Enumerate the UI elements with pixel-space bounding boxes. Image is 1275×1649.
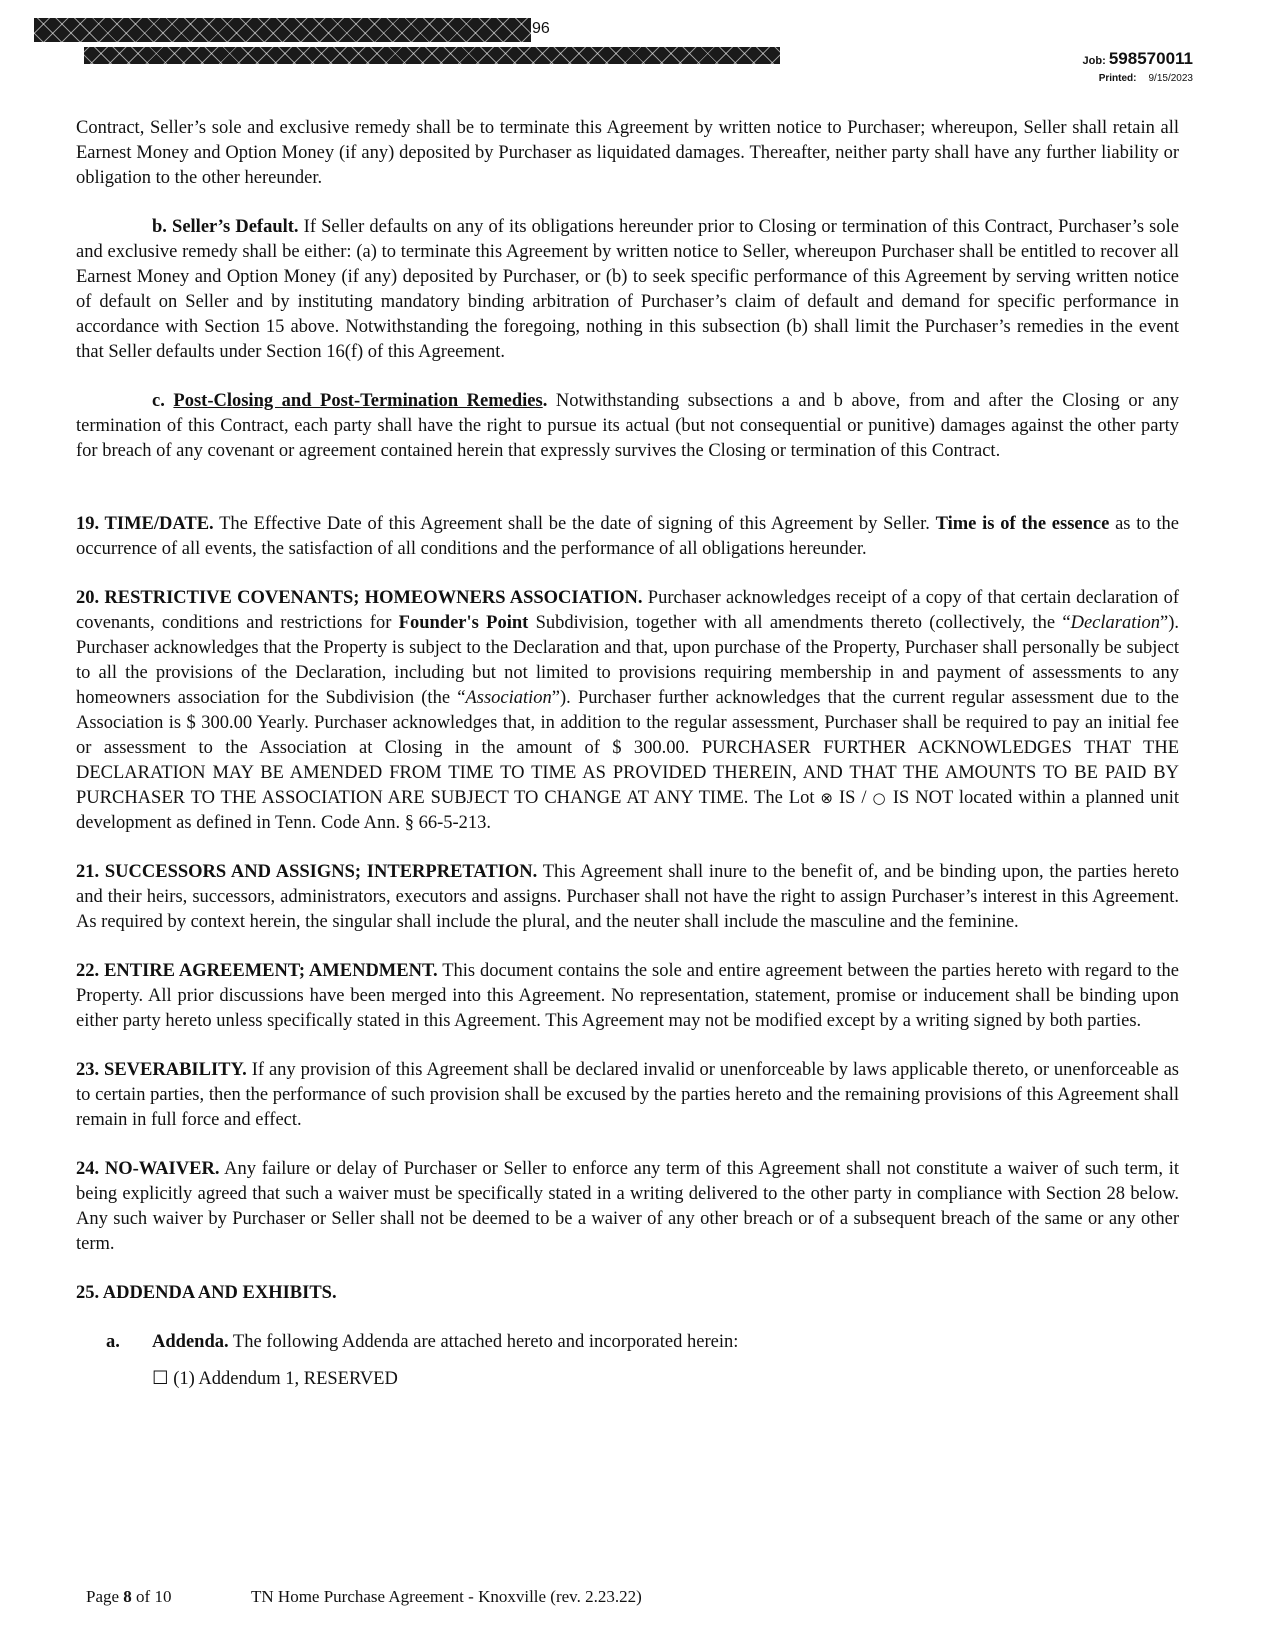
section-19-text: The Effective Date of this Agreement shall be the date of signing of this Agreement by Seller. (213, 514, 936, 534)
document-body (76, 116, 1179, 1392)
section-20-text-5: IS NOT located within a planned unit development as defined in Tenn. Code Ann. § 66-5-213. (76, 788, 1179, 833)
section-22 (76, 959, 1179, 1034)
job-label: Job: (1082, 55, 1106, 67)
section-18b (76, 215, 1179, 365)
section-25a (106, 1330, 1179, 1355)
section-21-text: This Agreement shall inure to the benefit of, and be binding upon, the parties hereto and their heirs, successors, administrators, executors and assigns. Purchaser shall not have the right to assign Purchaser’s interest in this Agreement. As required by context herein, the singular shall include the plural, and the neuter shall include the masculine and the feminine. (76, 862, 1179, 932)
is-selected-radio: ⊗ (820, 789, 833, 807)
section-23 (76, 1058, 1179, 1133)
section-18c-text: Notwithstanding subsections a and b above, from and after the Closing or any termination of this Contract, each party shall have the right to pursue its actual (but not consequential or punitive) damages against the other party for breach of any covenant or agreement contained herein that expressly survives the Closing or termination of this Contract. (76, 391, 1180, 461)
section-21 (76, 860, 1179, 935)
job-info (1083, 49, 1193, 84)
page-current: 8 (123, 1587, 132, 1606)
header-number: 96 (532, 20, 550, 37)
section-19-bold: Time is of the essence (935, 514, 1110, 534)
section-23-title: 23. SEVERABILITY. (76, 1060, 247, 1080)
section-22-title: 22. ENTIRE AGREEMENT; AMENDMENT. (76, 961, 438, 981)
section-24-text: Any failure or delay of Purchaser or Seller to enforce any term of this Agreement shall not constitute a waiver of such term, it being explicitly agreed that such a waiver must be specifically stated in a writing delivered to the other party in compliance with Section 28 below. Any such waiver by Purchaser or Seller shall not be deemed to be a waiver of any other breach or of a subsequent breach of the same or any other term. (76, 1159, 1179, 1254)
printed-label: Printed: (1098, 73, 1137, 84)
section-19-title: 19. TIME/DATE. (76, 514, 214, 534)
section-19 (76, 512, 1179, 562)
document-title: TN Home Purchase Agreement - Knoxville (rev. 2.23.22) (251, 1587, 642, 1606)
section-18b-title: b. Seller’s Default. (152, 217, 299, 237)
paragraph-continued: Contract, Seller’s sole and exclusive remedy shall be to terminate this Agreement by written notice to Purchaser; whereupon, Seller shall retain all Earnest Money and Option Money (if any) deposited by Purchaser as liquidated damages. Thereafter, neither party shall have any further liability or obligation to the other hereunder. (76, 118, 1179, 188)
section-18b-text: If Seller defaults on any of its obligations hereunder prior to Closing or termination of this Contract, Purchaser’s sole and exclusive remedy shall be either: (a) to terminate this Agreement by written notice to Seller, whereupon Purchaser shall be entitled to recover all Earnest Money and Option Money (if any) deposited by Purchaser, or (b) to seek specific performance of this Agreement by serving written notice of default on Seller and by instituting mandatory binding arbitration of Purchaser’s claim of default and demand for specific performance in accordance with Section 15 above. Notwithstanding the foregoing, nothing in this subsection (b) shall limit the Purchaser’s remedies in the event that Seller defaults under Section 16(f) of this Agreement. (76, 217, 1179, 362)
is-not-radio: ○ (872, 789, 887, 807)
addendum-1-checkbox[interactable]: ☐ (152, 1369, 169, 1389)
section-25a-title: Addenda. (152, 1332, 229, 1352)
section-25 (76, 1281, 1179, 1306)
section-24 (76, 1157, 1179, 1257)
addendum-1-label: (1) Addendum 1, RESERVED (168, 1369, 398, 1389)
section-25-title: 25. ADDENDA AND EXHIBITS. (76, 1283, 337, 1303)
printed-date: 9/15/2023 (1148, 73, 1193, 84)
page-label: Page (86, 1587, 124, 1606)
section-20-text-2: Subdivision, together with all amendments thereto (collectively, the “ (528, 613, 1071, 633)
section-21-title: 21. SUCCESSORS AND ASSIGNS; INTERPRETATION. (76, 862, 538, 882)
job-number: 598570011 (1108, 49, 1193, 68)
section-25a-letter: a. (106, 1332, 120, 1352)
page-footer (86, 1587, 642, 1607)
addendum-1-item (152, 1367, 1179, 1392)
section-20-is: IS / (833, 788, 873, 808)
section-18c (76, 389, 1179, 464)
section-20-text-4: ”). Purchaser further acknowledges that the current regular assessment due to the Association is $ 300.00 Yearly. Purchaser acknowledges that, in addition to the regular assessment, Purchaser shall be required to pay an initial fee or assessment to the Association at Closing in the amount of $ 300.00. PURCHASER FURTHER ACKNOWLEDGES THAT THE DECLARATION MAY BE AMENDED FROM TIME TO TIME AS PROVIDED THEREIN, AND THAT THE AMOUNTS TO BE PAID BY PURCHASER TO THE ASSOCIATION ARE SUBJECT TO CHANGE AT ANY TIME. The Lot (76, 688, 1179, 808)
section-18c-letter: c. (152, 391, 174, 411)
section-23-text: If any provision of this Agreement shall be declared invalid or unenforceable by laws applicable thereto, or unenforceable as to certain parties, then the performance of such provision shall be excused by the parties hereto and the remaining provisions of this Agreement shall remain in full force and effect. (76, 1060, 1179, 1130)
declaration-term: Declaration (1070, 613, 1160, 633)
subdivision-name: Founder's Point (398, 613, 529, 633)
section-18c-title: Post-Closing and Post-Termination Remedies (173, 391, 543, 411)
section-20-text-1: Purchaser acknowledges receipt of a copy of that certain declaration of covenants, conditions and restrictions for (76, 588, 1179, 633)
section-20-title: 20. RESTRICTIVE COVENANTS; HOMEOWNERS ASSOCIATION. (76, 588, 643, 608)
section-19-end: as to the occurrence of all events, the satisfaction of all conditions and the performance of all obligations hereunder. (76, 514, 1180, 559)
page-total: of 10 (131, 1587, 172, 1606)
association-term: Association (465, 688, 552, 708)
section-22-text: This document contains the sole and entire agreement between the parties hereto with regard to the Property. All prior discussions have been merged into this Agreement. No representation, statement, promise or inducement shall be binding upon either party hereto unless specifically stated in this Agreement. This Agreement may not be modified except by a writing signed by both parties. (76, 961, 1179, 1031)
section-20-text-3: ”). Purchaser acknowledges that the Property is subject to the Declaration and that, upon purchase of the Property, Purchaser shall personally be subject to all the provisions of the Declaration, including but not limited to provisions requiring membership in and payment of assessments to any homeowners association for the Subdivision (the “ (76, 613, 1179, 708)
section-18c-period: . (542, 391, 548, 411)
redaction-bar (84, 47, 780, 64)
redaction-bar (34, 18, 531, 42)
section-24-title: 24. NO-WAIVER. (76, 1159, 220, 1179)
section-20 (76, 586, 1179, 836)
page-number (86, 1587, 251, 1607)
section-25a-text: The following Addenda are attached hereto and incorporated herein: (228, 1332, 739, 1352)
